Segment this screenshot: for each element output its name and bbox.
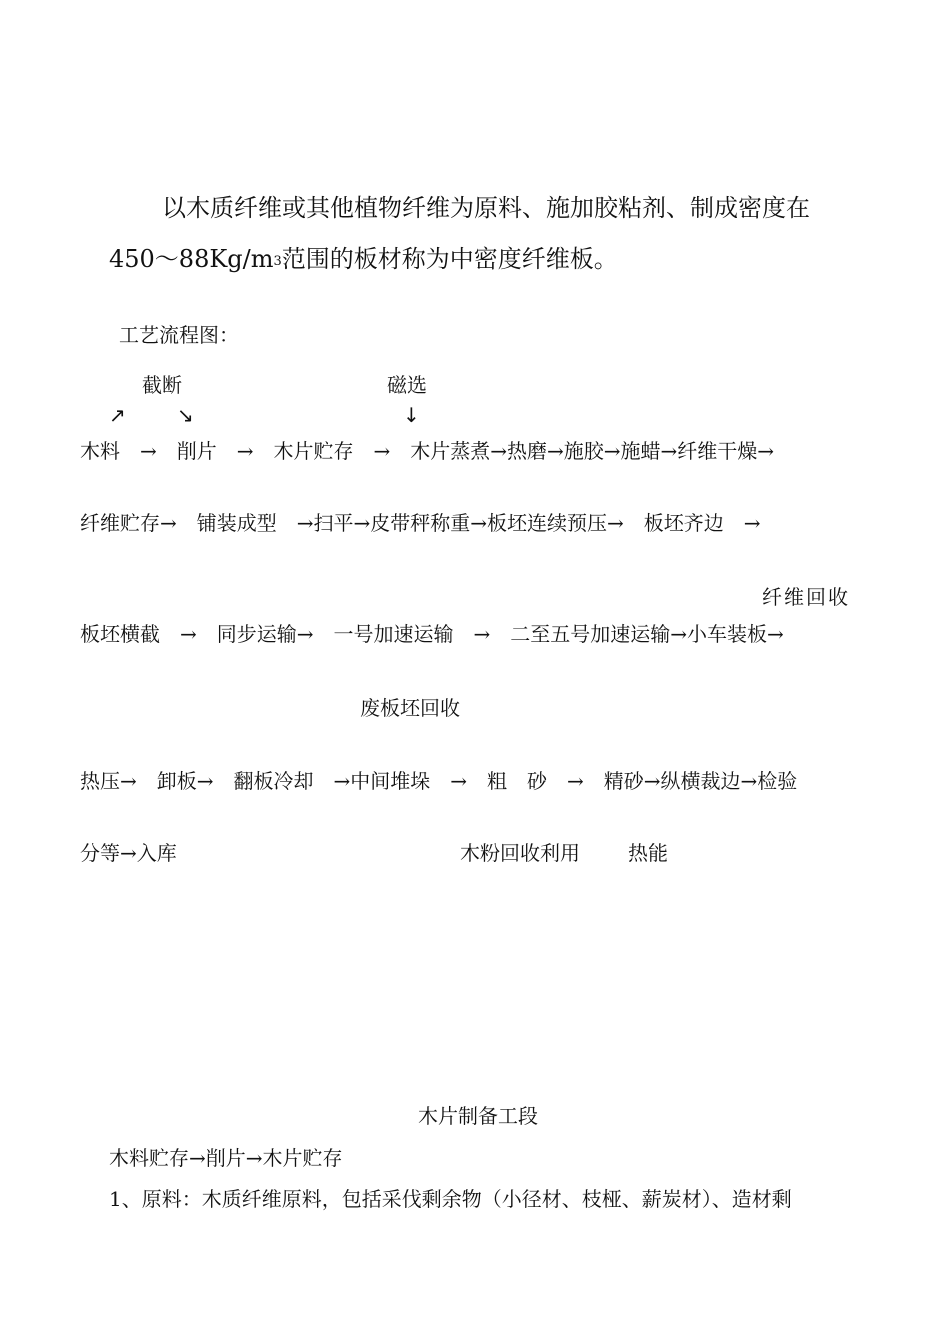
flow-heading: 工艺流程图： bbox=[119, 323, 239, 347]
intro-line-2-suffix: 范围的板材称为中密度纤维板。 bbox=[281, 245, 618, 273]
intro-line-2 bbox=[109, 247, 618, 271]
label-magnetic: 磁选 bbox=[387, 373, 427, 397]
down-arrow-icon: ↓ bbox=[403, 403, 420, 427]
section-flow-line: 木料贮存→削片→木片贮存 bbox=[109, 1146, 343, 1170]
label-waste-recycle: 废板坯回收 bbox=[360, 696, 460, 720]
up-right-arrow-icon: ↗ bbox=[109, 403, 126, 427]
label-cut-off: 截断 bbox=[142, 373, 182, 397]
label-wood-powder: 木粉回收利用 bbox=[460, 841, 580, 865]
down-right-arrow-icon: ↘ bbox=[177, 403, 194, 427]
label-heat-energy: 热能 bbox=[628, 841, 668, 865]
section-title: 木片制备工段 bbox=[418, 1104, 538, 1128]
flow-row-5: 分等→入库 bbox=[80, 841, 177, 865]
label-fiber-recycle: 纤维回收 bbox=[762, 585, 850, 609]
intro-line-2-prefix: 450～88Kg/m bbox=[109, 245, 274, 273]
intro-superscript: 3 bbox=[273, 254, 282, 269]
flow-row-1: 木料 → 削片 → 木片贮存 → 木片蒸煮→热磨→施胶→施蜡→纤维干燥→ bbox=[80, 439, 775, 463]
flow-row-2: 纤维贮存→ 铺装成型 →扫平→皮带秤称重→板坯连续预压→ 板坯齐边 → bbox=[80, 511, 761, 535]
flow-row-3: 板坯横截 → 同步运输→ 一号加速运输 → 二至五号加速运输→小车装板→ bbox=[80, 622, 784, 646]
section-item-1: 1、原料：木质纤维原料，包括采伐剩余物（小径材、枝桠、薪炭材）、造材剩 bbox=[109, 1187, 792, 1211]
intro-line-1: 以木质纤维或其他植物纤维为原料、施加胶粘剂、制成密度在 bbox=[162, 194, 810, 222]
flow-row-4: 热压→ 卸板→ 翻板冷却 →中间堆垛 → 粗 砂 → 精砂→纵横裁边→检验 bbox=[80, 769, 798, 793]
